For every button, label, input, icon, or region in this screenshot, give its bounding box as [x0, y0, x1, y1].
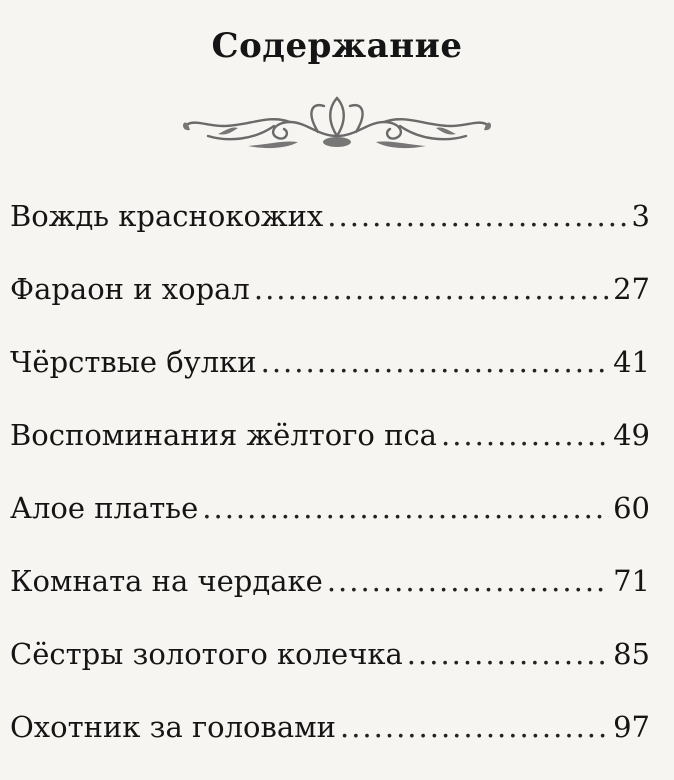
- toc-leader-dots: [327, 196, 627, 236]
- toc-entry-page: 60: [613, 491, 650, 525]
- toc-leader-dots: [441, 415, 609, 455]
- toc-leader-dots: [254, 269, 609, 309]
- toc-leader-dots: [340, 707, 609, 747]
- toc-entry-title: Сёстры золотого колечка: [10, 637, 403, 671]
- toc-leader-dots: [202, 488, 609, 528]
- toc-entry-page: 97: [613, 710, 650, 744]
- toc-entry-title: Охотник за головами: [10, 710, 336, 744]
- toc-entry[interactable]: [10, 342, 650, 415]
- toc-entry[interactable]: [10, 561, 650, 634]
- toc-entry-title: Фараон и хорал: [10, 272, 250, 306]
- toc-leader-dots: [261, 342, 609, 382]
- toc-entry[interactable]: [10, 196, 650, 269]
- page-title: Содержание: [211, 26, 463, 66]
- toc-entry-page: 49: [613, 418, 650, 452]
- toc-entry[interactable]: [10, 634, 650, 707]
- toc-entry-title: Воспоминания жёлтого пса: [10, 418, 437, 452]
- toc-entry-title: Вождь краснокожих: [10, 199, 324, 233]
- toc-entry-title: Комната на чердаке: [10, 564, 323, 598]
- table-of-contents: [10, 196, 650, 780]
- toc-entry-page: 41: [613, 345, 650, 379]
- toc-entry-title: Алое платье: [10, 491, 199, 525]
- toc-entry[interactable]: [10, 488, 650, 561]
- toc-leader-dots: [407, 634, 609, 674]
- toc-entry-page: 3: [631, 199, 650, 233]
- toc-entry-page: 71: [613, 564, 650, 598]
- toc-leader-dots: [327, 561, 609, 601]
- toc-entry-title: Чёрствые булки: [10, 345, 257, 379]
- toc-entry[interactable]: [10, 707, 650, 780]
- toc-entry[interactable]: [10, 415, 650, 488]
- toc-entry-page: 85: [613, 637, 650, 671]
- toc-entry-page: 27: [613, 272, 650, 306]
- toc-entry[interactable]: [10, 269, 650, 342]
- flourish-ornament-icon: [178, 92, 496, 154]
